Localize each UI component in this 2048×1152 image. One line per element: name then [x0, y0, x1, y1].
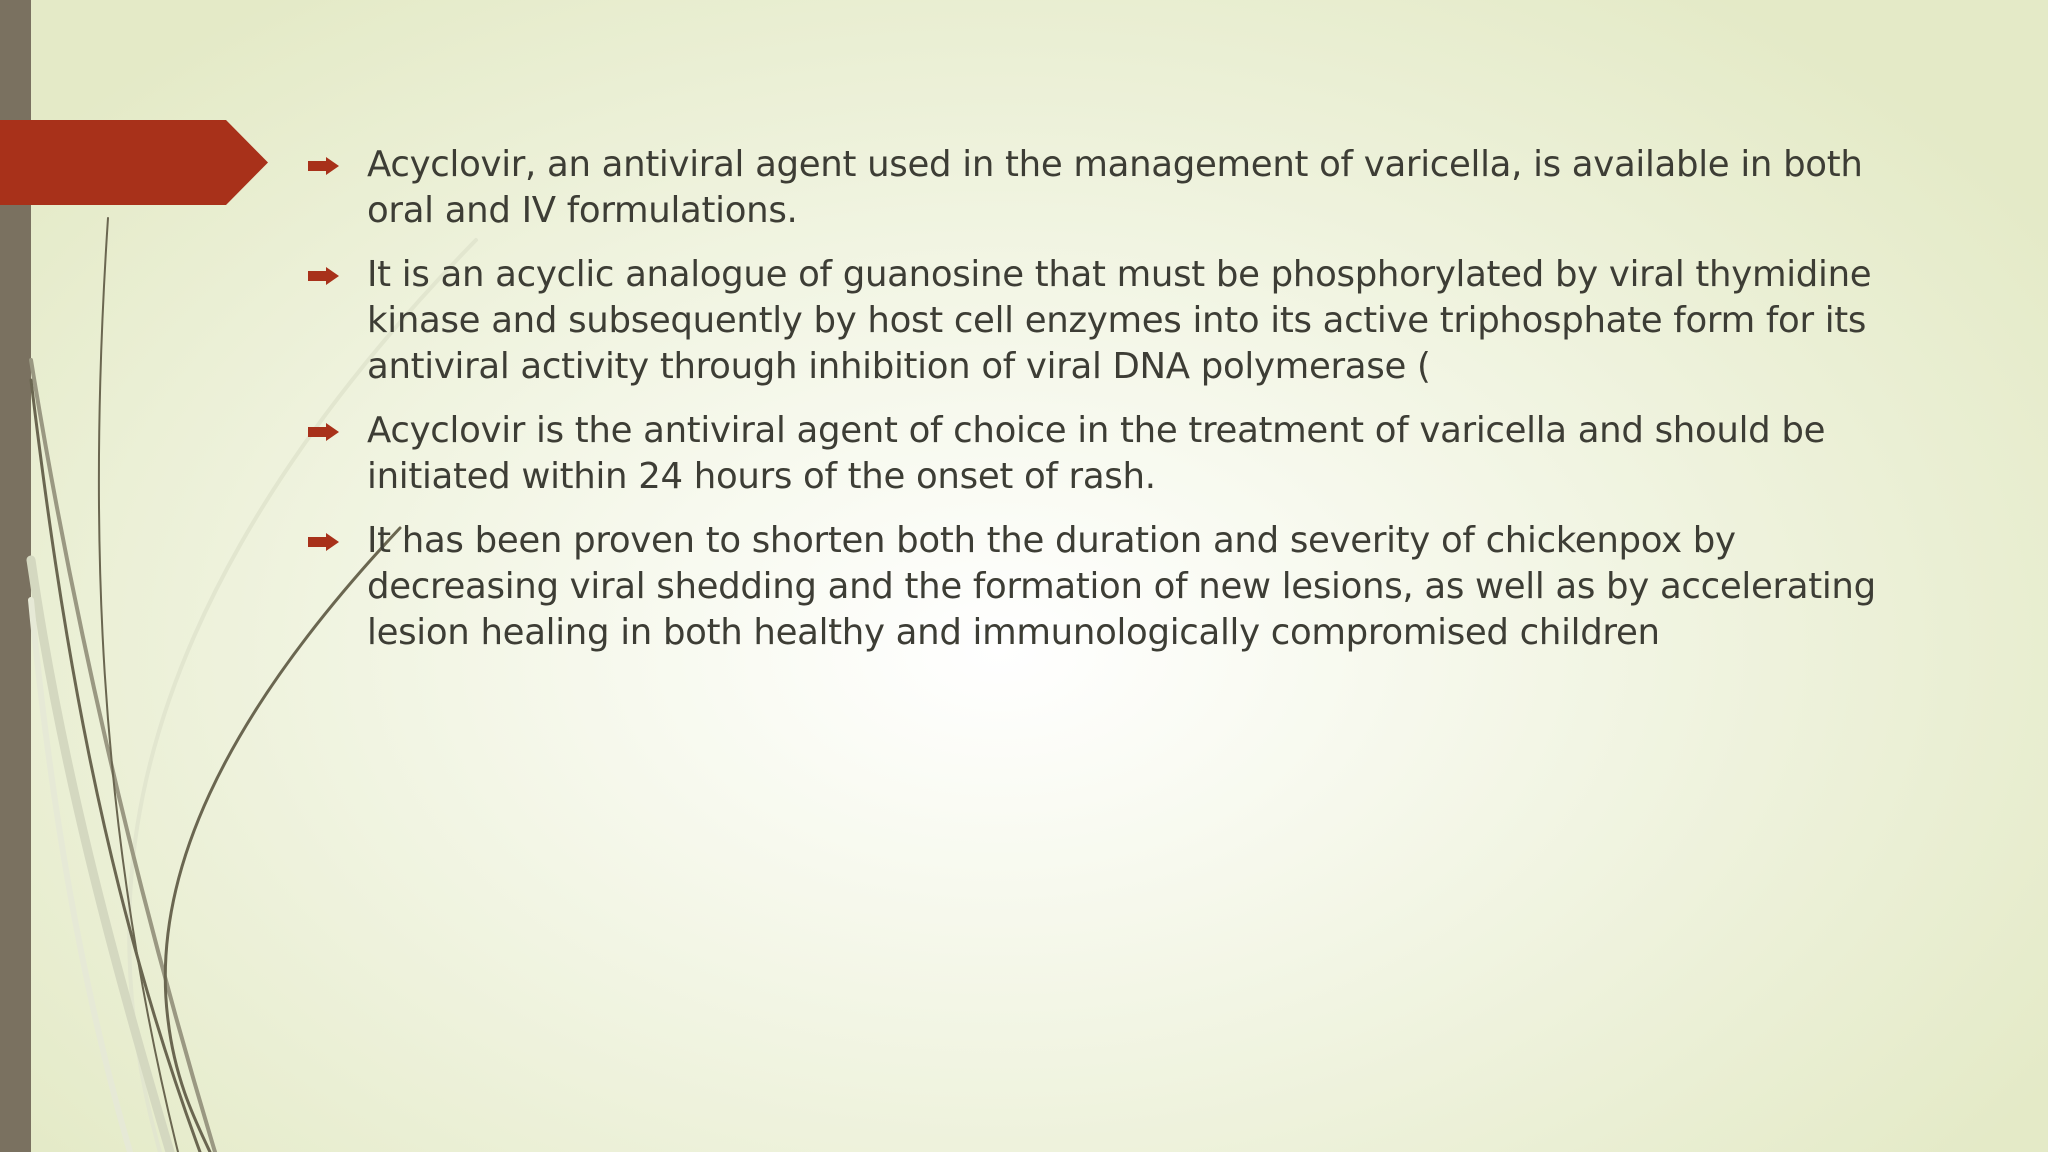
bullet-list [308, 142, 1928, 674]
bullet-item [308, 518, 1928, 656]
bullet-text: Acyclovir is the antiviral agent of choice in the treatment of varicella and should be initiated within 24 hours of the onset of rash. [367, 410, 1826, 497]
bullet-item [308, 408, 1928, 500]
bullet-text: It has been proven to shorten both the duration and severity of chickenpox by decreasing viral shedding and the formation of new lesions, as well as by accelerating lesion healing in both healthy and immunologically compromised children [367, 520, 1876, 653]
right-arrow-bullet-icon [308, 423, 339, 441]
bullet-item [308, 142, 1928, 234]
bullet-text: It is an acyclic analogue of guanosine that must be phosphorylated by viral thymidine kinase and subsequently by host cell enzymes into its active triphosphate form for its antiviral activity through inhibition of viral DNA polymerase ( [367, 254, 1872, 387]
right-arrow-bullet-icon [308, 533, 339, 551]
title-tag-shape [0, 120, 268, 205]
right-arrow-bullet-icon [308, 267, 339, 285]
bullet-item [308, 252, 1928, 390]
bullet-text: Acyclovir, an antiviral agent used in the management of varicella, is available in both oral and IV formulations. [367, 144, 1863, 231]
right-arrow-bullet-icon [308, 157, 339, 175]
